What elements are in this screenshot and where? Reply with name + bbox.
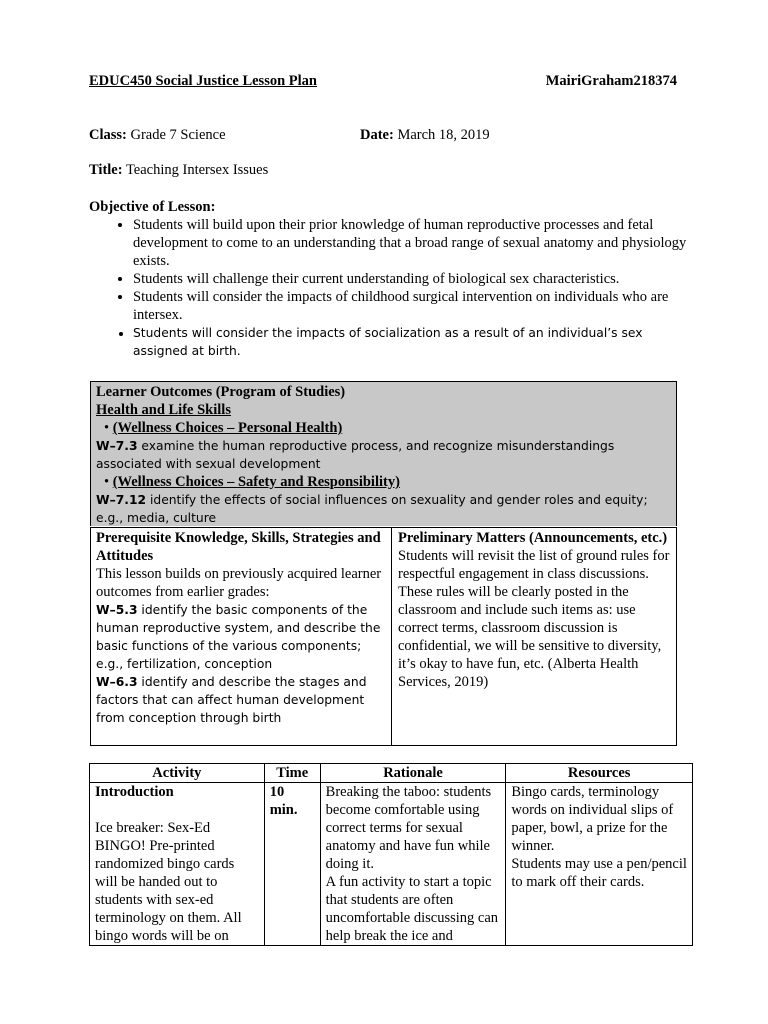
- objective-section: [89, 198, 689, 360]
- outcomes-group-safety: (Wellness Choices – Safety and Responsibility): [112, 474, 400, 490]
- activity-text: Ice breaker: Sex-Ed BINGO! Pre-printed randomized bingo cards will be handed out to students with sex-ed terminology on them. All bingo words will be on: [95, 820, 242, 944]
- outcomes-group-personal-health: (Wellness Choices – Personal Health): [112, 420, 343, 436]
- table-row: [90, 783, 693, 946]
- objective-list: [89, 216, 689, 360]
- class-line: [89, 127, 226, 144]
- outcome-code: W–7.3: [96, 439, 138, 453]
- outcomes-heading: Learner Outcomes (Program of Studies): [96, 384, 346, 400]
- column-header: Resources: [506, 764, 693, 783]
- column-header: Rationale: [320, 764, 506, 783]
- class-label: Class:: [89, 127, 127, 143]
- date-line: [360, 127, 490, 144]
- activity-title: Introduction: [95, 784, 174, 800]
- table-header-row: [90, 764, 693, 783]
- time-cell: [264, 783, 320, 946]
- outcome-code: W–7.12: [96, 493, 147, 507]
- resources-cell: [506, 783, 693, 946]
- activity-table: [89, 763, 693, 946]
- time-value: 10 min.: [269, 784, 298, 818]
- objective-item: • Students will consider the impacts of childhood surgical intervention on individuals who are intersex.: [133, 288, 689, 324]
- preliminary-text: Students will revisit the list of ground rules for respectful engagement in class discussions. These rules will be clearly posted in the classroom and include such items as: use correct terms, classroom discussion is confidential, we will be sensitive to diversity, it’s okay to have fun, etc. (Alberta Health Services, 2019): [398, 548, 670, 690]
- objective-item: • Students will consider the impacts of socialization as a result of an individual’s sex assigned at birth.: [133, 324, 689, 360]
- author-id: MairiGraham218374: [545, 73, 677, 89]
- resources-text: Students may use a pen/pencil to mark off their cards.: [511, 856, 687, 890]
- title-value: Teaching Intersex Issues: [125, 162, 269, 178]
- prereq-text: identify and describe the stages and factors that can affect human development from conception through birth: [96, 675, 367, 725]
- column-header: Activity: [90, 764, 265, 783]
- column-header: Time: [264, 764, 320, 783]
- rationale-text: Breaking the taboo: students become comfortable using correct terms for sexual anatomy and have fun while doing it.: [325, 784, 492, 872]
- title-line: [89, 162, 268, 179]
- objective-item: • Students will challenge their current understanding of biological sex characteristics.: [133, 270, 689, 288]
- outcome-text: examine the human reproductive process, and recognize misunderstandings associated with sexual development: [96, 439, 615, 471]
- bullet-icon: •: [104, 474, 113, 490]
- bullet-icon: •: [104, 420, 113, 436]
- title-label: Title:: [89, 162, 123, 178]
- prerequisite-table: [90, 527, 677, 746]
- prereq-code: W–5.3: [96, 603, 138, 617]
- preliminary-heading: Preliminary Matters (Announcements, etc.): [398, 530, 668, 546]
- date-value: March 18, 2019: [397, 127, 490, 143]
- activity-cell: [90, 783, 265, 946]
- document-header: [89, 73, 679, 93]
- class-value: Grade 7 Science: [130, 127, 226, 143]
- prereq-code: W–6.3: [96, 675, 138, 689]
- objective-heading: Objective of Lesson:: [89, 199, 216, 215]
- outcomes-subject: Health and Life Skills: [96, 402, 231, 418]
- resources-text: Bingo cards, terminology words on individual slips of paper, bowl, a prize for the winner.: [511, 784, 674, 854]
- objective-item: • Students will build upon their prior knowledge of human reproductive processes and fetal development to come to an understanding that a broad range of sexual anatomy and physiology exists.: [133, 216, 689, 270]
- prerequisite-intro: This lesson builds on previously acquired learner outcomes from earlier grades:: [96, 566, 382, 600]
- preliminary-cell: [392, 528, 676, 745]
- prereq-text: identify the basic components of the human reproductive system, and describe the basic functions of the various components; e.g., fertilization, conception: [96, 603, 381, 671]
- learner-outcomes-box: [90, 381, 677, 526]
- document-title: EDUC450 Social Justice Lesson Plan: [89, 73, 317, 89]
- prerequisite-heading: Prerequisite Knowledge, Skills, Strategies and Attitudes: [96, 530, 381, 564]
- rationale-cell: [320, 783, 506, 946]
- date-label: Date:: [360, 127, 394, 143]
- prerequisite-cell: [91, 528, 392, 745]
- rationale-text: A fun activity to start a topic that students are often uncomfortable discussing can help break the ice and: [325, 874, 498, 944]
- outcome-text: identify the effects of social influences on sexuality and gender roles and equity; e.g., media, culture: [96, 493, 648, 525]
